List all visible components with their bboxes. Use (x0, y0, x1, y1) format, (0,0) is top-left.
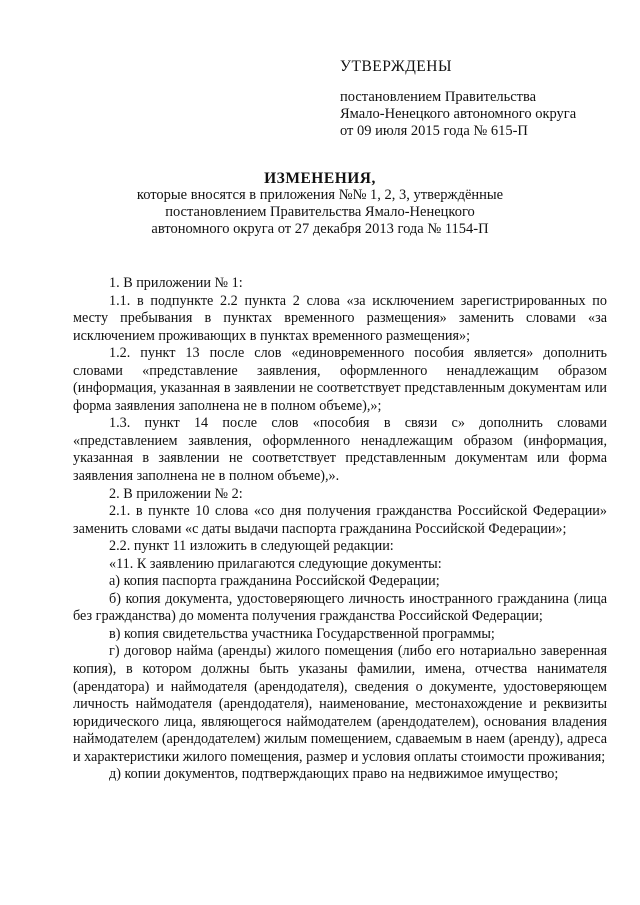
paragraph: д) копии документов, подтверждающих право на недвижимое имущество; (109, 766, 559, 783)
document-body (73, 275, 607, 784)
approval-line-1: постановлением Правительства (340, 89, 537, 105)
paragraph: 1. В приложении № 1: (109, 275, 243, 291)
approval-line-2: Ямало-Ненецкого автономного округа (340, 106, 577, 122)
paragraph: 1.1. в подпункте 2.2 пункта 2 слова «за исключением зарегистрированных по месту пребывания в пунктах временного размещения» заменить словами «за исключением проживающих в пунктах временного размещения»; (73, 292, 607, 344)
paragraph: г) договор найма (аренды) жилого помещения (либо его нотариально заверенная копия), в котором должны быть указаны фамилии, имена, отчества нанимателя (арендатора) и наймодателя (арендодателя), сведения о документе, удостоверяющем личность наймодателя (арендодателя), наименование, местонахождение и реквизиты юридического лица, являющегося наймодателем (арендодателем), основания владения наймодателем (арендодателем) жилым помещением, сдаваемым в наем (аренду), адреса и характеристики жилого помещения, размер и условия оплаты стоимости проживания; (73, 643, 607, 765)
paragraph: б) копия документа, удостоверяющего личность иностранного гражданина (лица без гражданства) до момента получения гражданства Российской Федерации; (73, 590, 607, 625)
document-title: ИЗМЕНЕНИЯ, (264, 170, 376, 187)
approval-caption: УТВЕРЖДЕНЫ (340, 58, 452, 75)
paragraph: 1.3. пункт 14 после слов «пособия в связи с» дополнить словами «представлением заявления, оформленного ненадлежащим образом (информация, указанная в заявлении не соответствует представленным документам или форма заявления заполнена не в полном объеме),». (73, 415, 607, 485)
document-heading (0, 170, 640, 238)
heading-line-2: постановлением Правительства Ямало-Ненецкого (165, 204, 475, 220)
approval-line-3: от 09 июля 2015 года № 615-П (340, 123, 528, 139)
paragraph: в) копия свидетельства участника Государственной программы; (109, 625, 495, 642)
approval-block (340, 58, 630, 140)
paragraph: 1.2. пункт 13 после слов «единовременного пособия является» дополнить словами «представление заявления, оформленного ненадлежащим образом (информация, указанная в заявлении не соответствует представленным документам или форма заявления заполнена не в полном объеме),»; (73, 345, 607, 414)
heading-line-3: автономного округа от 27 декабря 2013 года № 1154-П (151, 221, 489, 237)
heading-line-1: которые вносятся в приложения №№ 1, 2, 3, утверждённые (136, 187, 504, 203)
paragraph: 2.1. в пункте 10 слова «со дня получения гражданства Российской Федерации» заменить словами «с даты выдачи паспорта гражданина Российской Федерации»; (73, 503, 607, 537)
paragraph: «11. К заявлению прилагаются следующие документы: (109, 555, 442, 572)
paragraph: а) копия паспорта гражданина Российской Федерации; (109, 573, 440, 590)
paragraph: 2.2. пункт 11 изложить в следующей редакции: (109, 538, 394, 555)
paragraph: 2. В приложении № 2: (109, 485, 243, 502)
